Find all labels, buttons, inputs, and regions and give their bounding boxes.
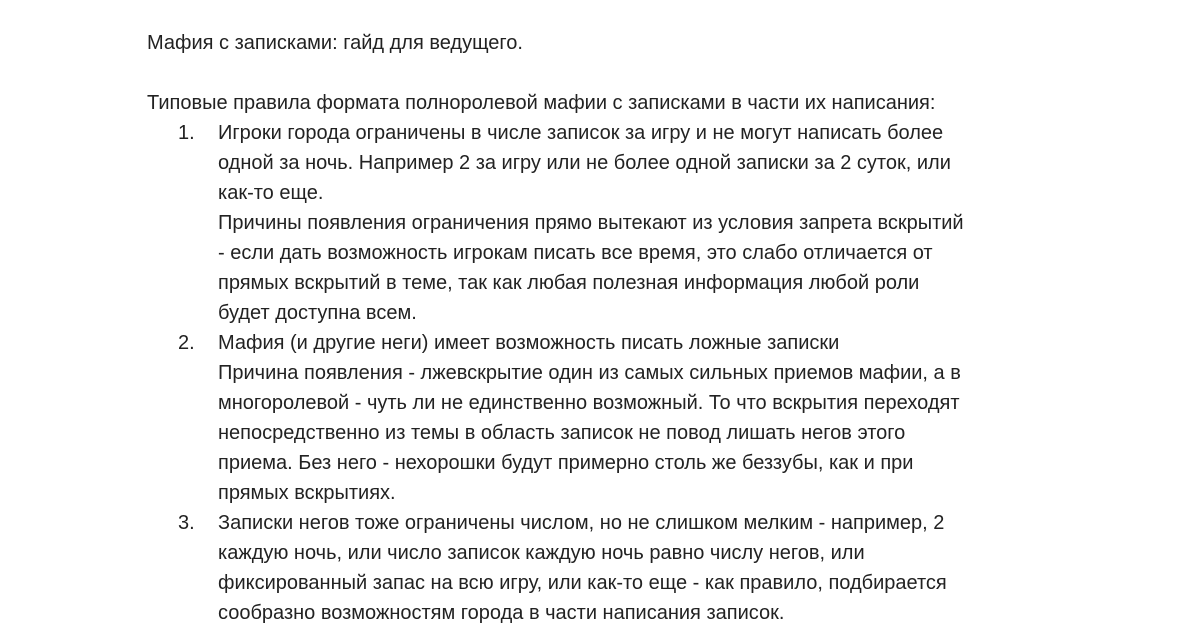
list-item-number: 3.: [178, 512, 195, 534]
list-item-line: Причины появления ограничения прямо вытекают из условия запрета вскрытий: [218, 212, 964, 234]
list-item: [0, 118, 1078, 328]
rules-list: [0, 118, 1078, 628]
list-item-line: сообразно возможностям города в части написания записок.: [218, 602, 785, 624]
list-item-line: прямых вскрытиях.: [218, 482, 396, 504]
list-item-line: одной за ночь. Например 2 за игру или не более одной записки за 2 суток, или: [218, 152, 951, 174]
list-item-line: непосредственно из темы в область записок не повод лишать негов этого: [218, 422, 906, 444]
list-item-line: будет доступна всем.: [218, 302, 417, 324]
list-item-line: Записки негов тоже ограничены числом, но не слишком мелким - например, 2: [218, 512, 945, 534]
list-item-line: - если дать возможность игрокам писать все время, это слабо отличается от: [218, 242, 933, 264]
document-title: Мафия с записками: гайд для ведущего.: [147, 32, 523, 54]
list-item-line: Мафия (и другие неги) имеет возможность писать ложные записки: [218, 332, 840, 354]
list-item-line: Причина появления - лжевскрытие один из самых сильных приемов мафии, а в: [218, 362, 961, 384]
intro-paragraph: Типовые правила формата полноролевой мафии с записками в части их написания:: [147, 92, 936, 114]
list-item-line: как-то еще.: [218, 182, 324, 204]
list-item: [0, 328, 1078, 508]
list-item-line: Игроки города ограничены в числе записок за игру и не могут написать более: [218, 122, 944, 144]
list-item-line: приема. Без него - нехорошки будут примерно столь же беззубы, как и при: [218, 452, 914, 474]
list-item-number: 1.: [178, 122, 195, 144]
list-item-line: прямых вскрытий в теме, так как любая полезная информация любой роли: [218, 272, 920, 294]
list-item-line: многоролевой - чуть ли не единственно возможный. То что вскрытия переходят: [218, 392, 960, 414]
list-item-line: фиксированный запас на всю игру, или как-то еще - как правило, подбирается: [218, 572, 947, 594]
list-item-line: каждую ночь, или число записок каждую ночь равно числу негов, или: [218, 542, 865, 564]
list-item-number: 2.: [178, 332, 195, 354]
list-item: [0, 508, 1078, 628]
